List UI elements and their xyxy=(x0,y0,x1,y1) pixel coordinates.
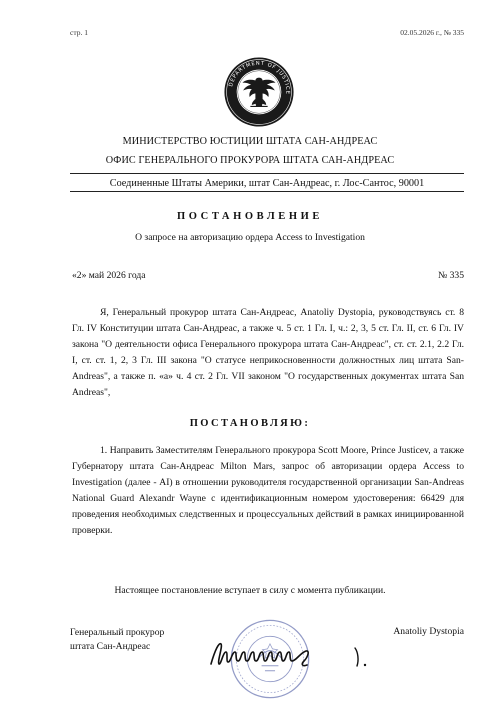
signatory-name: Anatoliy Dystopia xyxy=(393,626,464,637)
header-date-ref: 02.05.2026 г., № 335 xyxy=(400,28,464,37)
office-name: ОФИС ГЕНЕРАЛЬНОГО ПРОКУРОРА ШТАТА САН-АНДРЕАС xyxy=(105,155,395,166)
ministry-name: МИНИСТЕРСТВО ЮСТИЦИИ ШТАТА САН-АНДРЕАС xyxy=(122,136,378,147)
page-label: стр. 1 xyxy=(70,28,88,37)
document-date: «2» май 2026 года xyxy=(72,270,146,281)
signatory-title-line1: Генеральный прокурор xyxy=(70,627,165,638)
decree-item: 1. Направить Заместителям Генерального прокурора Scott Moore, Prince Justicev, а также Губернатору штата Сан-Андреас Milton Mars, запрос об авторизации ордера Access to Investigation (далее - AI) в отношении руководителя государственной организации San-Andreas National Guard Alexandr Wayne с идентификационным номером удостоверения: 66429 для проведения необходимых следственных и процессуальных действий в рамках инициированной проверки. xyxy=(72,445,464,537)
effective-notice: Настоящее постановление вступает в силу с момента публикации. xyxy=(114,585,386,596)
signatory-title-line2: штата Сан-Андреас xyxy=(70,641,151,652)
signature-icon xyxy=(205,634,380,674)
seal-icon xyxy=(223,56,295,128)
document-title: ПОСТАНОВЛЕНИЕ xyxy=(176,211,323,222)
signatory-title xyxy=(70,626,164,654)
address-line: Соединенные Штаты Америки, штат Сан-Андреас, г. Лос-Сантос, 90001 xyxy=(70,173,464,192)
preamble-paragraph: Я, Генеральный прокурор штата Сан-Андреас, Anatoliy Dystopia, руководствуясь ст. 8 Гл. IV Конституции штата Сан-Андреас, а также ч. 5 ст. 1 Гл. I, ч.: 2, 3, 5 ст. Гл. II, ст. 6 Гл. IV закона "О деятельности офиса Генерального прокурора штата Сан-Андреас", ст. ст. 2.1, 2.2 Гл. I, ст. ст. 1, 2, 3 Гл. III закона "О статусе неприкосновенности должностных лиц штата San-Andreas", а также п. «а» ч. 4 ст. 2 Гл. VII законом "О государственных документах штата San Andreas", xyxy=(72,307,464,399)
document-subtitle: О запросе на авторизацию ордера Access to Investigation xyxy=(135,232,365,243)
decree-heading: ПОСТАНОВЛЯЮ: xyxy=(189,418,311,429)
document-number: № 335 xyxy=(438,270,464,281)
seal-ring-text: DEPARTMENT OF JUSTICE xyxy=(228,60,291,95)
